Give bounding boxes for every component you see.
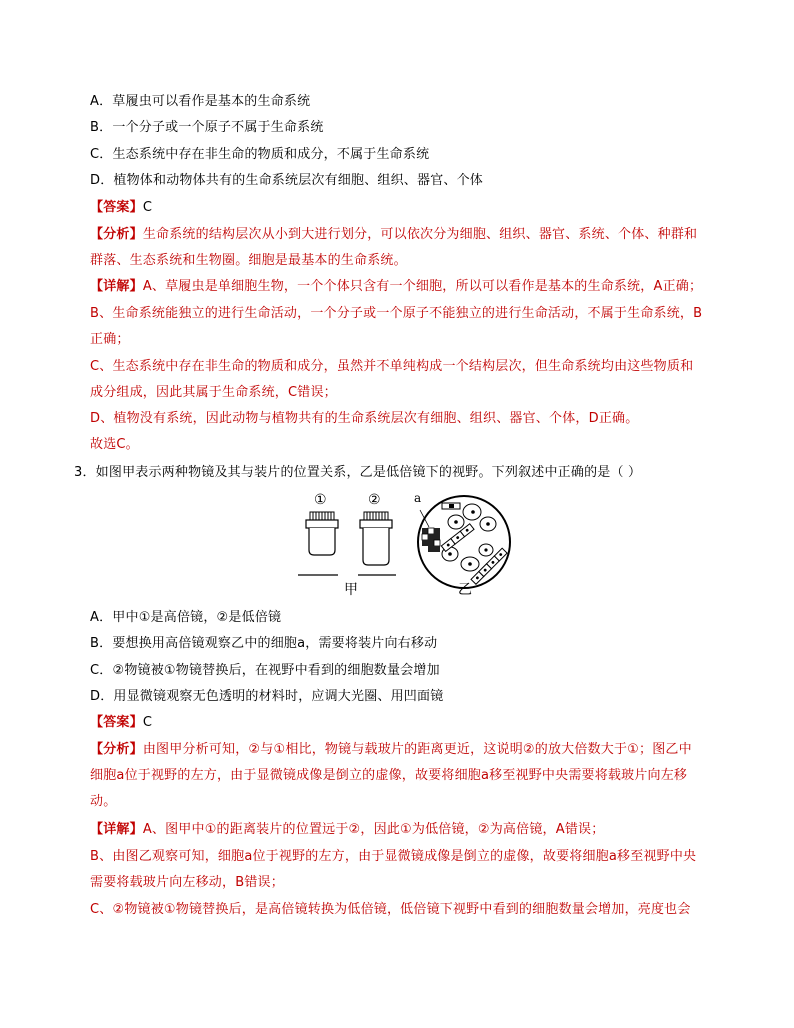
figure-drawing xyxy=(296,492,522,598)
q2-detail-line-4: C、生态系统中存在非生命的物质和成分，虽然并不单纯构成一个结构层次，但生命系统均由这些物质和 xyxy=(90,359,694,374)
q3-option-d: D．用显微镜观察无色透明的材料时，应调大光圈、用凹面镜 xyxy=(90,689,444,704)
detail-tag: 【详解】 xyxy=(90,279,143,294)
analysis-tag: 【分析】 xyxy=(90,742,143,757)
detail-tag: 【详解】 xyxy=(90,822,143,837)
objective-1-label: ① xyxy=(314,492,327,508)
microscope-figure xyxy=(296,492,522,598)
q2-conclusion: 故选C。 xyxy=(90,437,139,452)
cell-a-label: a xyxy=(414,491,422,505)
q2-option-b: B．一个分子或一个原子不属于生命系统 xyxy=(90,120,324,135)
analysis-text: 生命系统的结构层次从小到大进行划分，可以依次分为细胞、组织、器官、系统、个体、种群和 xyxy=(142,227,698,242)
q2-analysis-line-2: 群落、生态系统和生物圈。细胞是最基本的生命系统。 xyxy=(90,253,407,268)
q2-answer-line xyxy=(90,198,152,218)
q3-detail-line-1 xyxy=(90,820,604,840)
q2-detail-line-5: 成分组成，因此其属于生命系统，C错误； xyxy=(90,385,337,400)
q2-detail-line-3: 正确； xyxy=(90,332,130,347)
q3-detail-line-2: B、由图乙观察可知，细胞a位于视野的左方，由于显微镜成像是倒立的虚像，故要将细胞a移至视野中央 xyxy=(90,849,697,864)
analysis-tag: 【分析】 xyxy=(90,227,143,242)
caption-jia: 甲 xyxy=(344,582,358,598)
q2-detail-line-2: B、生命系统能独立的进行生命活动，一个分子或一个原子不能独立的进行生命活动，不属于生命系统，B xyxy=(90,306,703,321)
q2-analysis-line-1 xyxy=(90,225,697,245)
objective-1-icon xyxy=(306,512,338,555)
q3-option-a: A．甲中①是高倍镜，②是低倍镜 xyxy=(90,610,282,625)
caption-yi: 乙 xyxy=(458,582,472,598)
field-of-view-icon xyxy=(418,496,510,588)
q3-answer-line xyxy=(90,713,152,733)
q3-detail-line-4: C、②物镜被①物镜替换后，是高倍镜转换为低倍镜，低倍镜下视野中看到的细胞数量会增加，亮度也会 xyxy=(90,902,691,917)
q3-option-b: B．要想换用高倍镜观察乙中的细胞a，需要将装片向右移动 xyxy=(90,636,438,651)
q2-option-c: C．生态系统中存在非生命的物质和成分，不属于生命系统 xyxy=(90,147,430,162)
answer-value: C xyxy=(142,200,153,215)
q3-stem: 3．如图甲表示两种物镜及其与装片的位置关系，乙是低倍镜下的视野。下列叙述中正确的是（ ） xyxy=(74,465,642,480)
q3-detail-line-3: 需要将载玻片向左移动，B错误； xyxy=(90,875,284,890)
analysis-text: 由图甲分析可知，②与①相比，物镜与载玻片的距离更近，这说明②的放大倍数大于①；图乙中 xyxy=(142,742,692,757)
detail-text: A、草履虫是单细胞生物，一个个体只含有一个细胞，所以可以看作是基本的生命系统，A正确； xyxy=(142,279,703,294)
q2-detail-line-6: D、植物没有系统，因此动物与植物共有的生命系统层次有细胞、组织、器官、个体，D正确。 xyxy=(90,411,639,426)
objective-2-icon xyxy=(360,512,392,565)
q3-analysis-line-1 xyxy=(90,740,692,760)
q2-detail-line-1 xyxy=(90,277,702,297)
answer-value: C xyxy=(142,715,153,730)
objective-2-label: ② xyxy=(368,492,381,508)
q3-analysis-line-2: 细胞a位于视野的左方，由于显微镜成像是倒立的虚像，故要将细胞a移至视野中央需要将载玻片向左移 xyxy=(90,768,688,783)
q3-analysis-line-3: 动。 xyxy=(90,794,117,809)
q2-option-d: D．植物体和动物体共有的生命系统层次有细胞、组织、器官、个体 xyxy=(90,173,484,188)
answer-tag: 【答案】 xyxy=(90,200,143,215)
detail-text: A、图甲中①的距离装片的位置远于②，因此①为低倍镜，②为高倍镜，A错误； xyxy=(142,822,605,837)
q3-option-c: C．②物镜被①物镜替换后，在视野中看到的细胞数量会增加 xyxy=(90,663,440,678)
q2-option-a: A．草履虫可以看作是基本的生命系统 xyxy=(90,94,311,109)
answer-tag: 【答案】 xyxy=(90,715,143,730)
